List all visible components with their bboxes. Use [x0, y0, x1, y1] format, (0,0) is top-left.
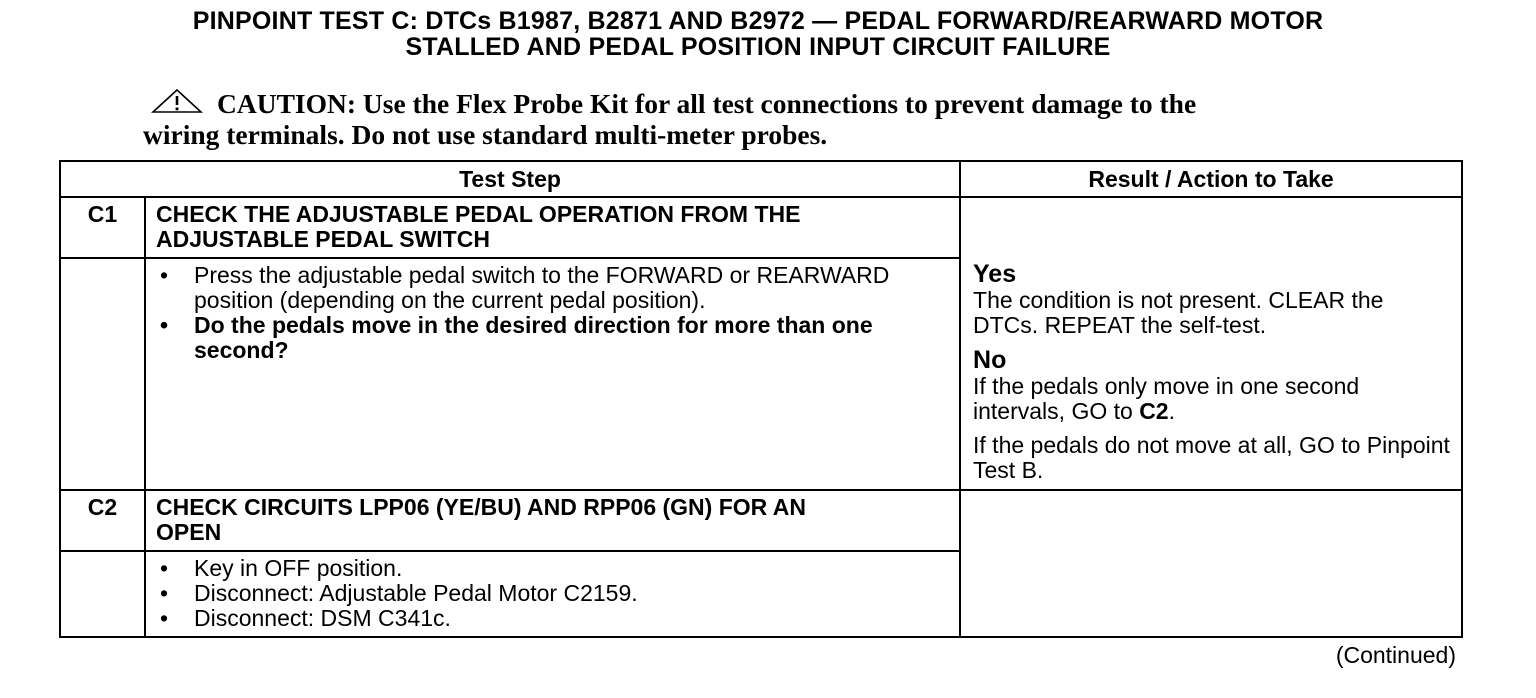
step-actions-c1: [145, 258, 960, 490]
result-yes-label: Yes: [973, 260, 1017, 288]
list-item: • Disconnect: Adjustable Pedal Motor C2159.: [156, 581, 949, 606]
table-row: [60, 197, 1462, 258]
list-item: • Press the adjustable pedal switch to the FORWARD or REARWARD position (depending on the current pedal position).: [156, 263, 949, 313]
result-c1: [960, 197, 1462, 490]
table-header-row: [60, 161, 1462, 197]
result-no-text-1: [973, 374, 1451, 424]
goto-step-c2-link[interactable]: C2: [1139, 398, 1169, 424]
pinpoint-test-table: [59, 160, 1463, 638]
caution-line-2: wiring terminals. Do not use standard multi-meter probes.: [143, 119, 828, 150]
step-title-c1-line2: ADJUSTABLE PEDAL SWITCH: [156, 226, 490, 252]
caution-text-1: CAUTION: Use the Flex Probe Kit for all test connections to prevent damage to the: [217, 88, 1197, 119]
result-no-label: No: [973, 346, 1007, 374]
result-no-text-2: If the pedals do not move at all, GO to Pinpoint Test B.: [973, 432, 1450, 483]
result-c2: [960, 490, 1462, 637]
caution-notice: [143, 88, 1403, 150]
step-title-c1: [145, 197, 960, 258]
result-no-text-1-suffix: .: [1168, 398, 1175, 424]
list-item-question: • Do the pedals move in the desired direction for more than one second?: [156, 313, 949, 363]
step-title-c1-line1: CHECK THE ADJUSTABLE PEDAL OPERATION FROM THE: [156, 201, 801, 227]
title-line-1: PINPOINT TEST C: DTCs B1987, B2871 AND B2972 — PEDAL FORWARD/REARWARD MOTOR: [192, 7, 1324, 35]
result-no-text-1-prefix: If the pedals only move in one second intervals, GO to: [973, 373, 1360, 424]
page-title: [0, 8, 1516, 60]
header-result: Result / Action to Take: [960, 161, 1462, 197]
table-row: [60, 490, 1462, 551]
step-id-c1: C1: [60, 197, 145, 258]
step-title-c2: [145, 490, 960, 551]
header-test-step: Test Step: [60, 161, 960, 197]
step-actions-c2: [145, 551, 960, 637]
continued-label: (Continued): [1335, 642, 1456, 668]
title-line-2: STALLED AND PEDAL POSITION INPUT CIRCUIT FAILURE: [405, 33, 1111, 61]
step-id-c2: C2: [60, 490, 145, 551]
step-title-c2-line1: CHECK CIRCUITS LPP06 (YE/BU) AND RPP06 (GN) FOR AN: [156, 494, 807, 520]
caution-line-1: [143, 88, 1403, 119]
step-id-blank: [60, 258, 145, 490]
step-id-blank: [60, 551, 145, 637]
warning-triangle-icon: [151, 88, 203, 114]
list-item: • Disconnect: DSM C341c.: [156, 606, 949, 631]
list-item: • Key in OFF position.: [156, 556, 949, 581]
result-yes-text: The condition is not present. CLEAR the DTCs. REPEAT the self-test.: [973, 287, 1384, 338]
step-title-c2-line2: OPEN: [156, 519, 222, 545]
